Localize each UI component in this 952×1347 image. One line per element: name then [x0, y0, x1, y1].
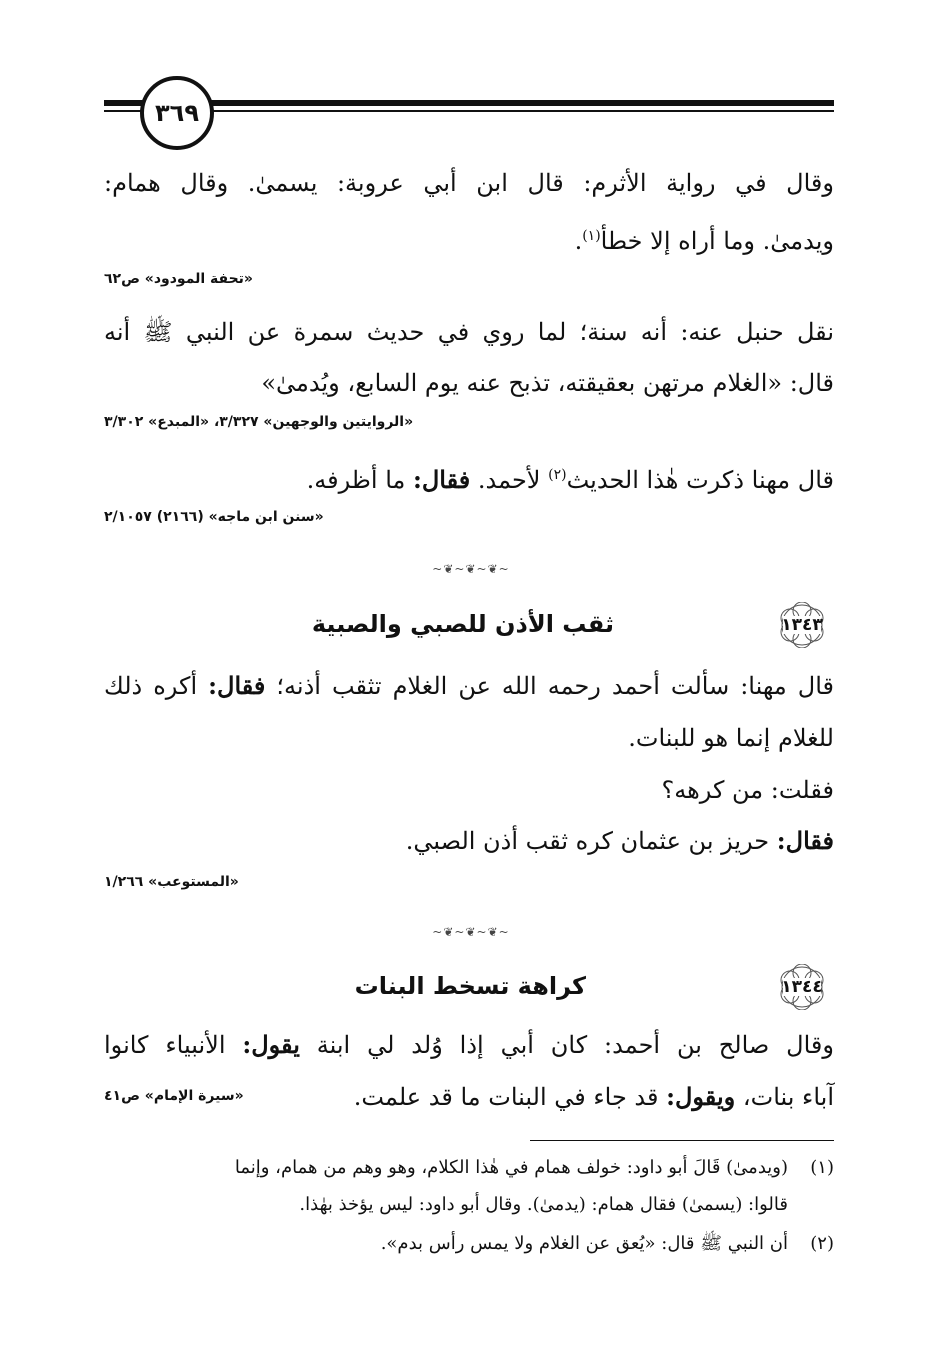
s1343-line-3: فقلت: من كرهه؟ [661, 776, 834, 804]
s1344-l1-bold: يقول: [242, 1030, 300, 1059]
s1343-line-2: للغلام إنما هو للبنات. [628, 724, 834, 752]
footnote-rule [530, 1140, 834, 1141]
footnote-2-line-1 [104, 1230, 834, 1258]
s1343-line-4 [104, 824, 834, 858]
footnote-1-line-1 [104, 1154, 834, 1182]
s1343-l4-bold: فقال: [776, 826, 834, 855]
section-number: ١٣٤٤ [781, 977, 823, 997]
source-citation-4: «المستوعب» ١/٢٦٦ [104, 874, 239, 890]
p1-line-2 [104, 219, 834, 258]
footnote-2-text: أن النبي ﷺ قال: «يُعق عن الغلام ولا يمس رأس بدم». [380, 1233, 788, 1254]
footnote-1-text: (ويدمىٰ) قَالَ أبو داود: خولف همام في هٰذا الكلام، وهو وهم من همام، وإنما [234, 1157, 788, 1178]
section-number-badge-1343 [770, 602, 834, 648]
p2-line-2: قال: «الغلام مرتهن بعقيقته، تذبح عنه يوم السابع، ويُدمىٰ» [261, 369, 834, 397]
footnote-1-number: (١) [810, 1157, 834, 1178]
p3-text-mid: لأحمد. [470, 466, 549, 494]
source-citation-5: «سيرة الإمام» ص٤١ [104, 1088, 244, 1104]
footnote-1-line-2: قالوا: (يسمىٰ) فقال همام: (يدمىٰ). وقال أبو داود: ليس يؤخذ بهٰذا. [299, 1194, 788, 1215]
s1343-line-1 [104, 669, 834, 703]
p3-text-post: ما أظرفه. [306, 466, 413, 494]
section-number-badge-1344 [770, 964, 834, 1010]
s1343-l1-bold: فقال: [208, 671, 266, 700]
page-number-badge [140, 76, 214, 150]
footnote-2-number: (٢) [810, 1233, 834, 1254]
section-title-1344: كراهة تسخط البنات [354, 972, 586, 1000]
ornament-separator-1: ~❦~❦~❦~ [432, 562, 510, 576]
s1343-l1-pre: قال مهنا: سألت أحمد رحمه الله عن الغلام تثقب أذنه؛ [265, 672, 834, 700]
header-rule-thick [104, 100, 834, 106]
p3-bold: فقال: [413, 465, 471, 494]
source-citation-3: «سنن ابن ماجه» (٢١٦٦) ٢/١٠٥٧ [104, 509, 324, 525]
p3-text-pre: قال مهنا ذكرت هٰذا الحديث [566, 466, 834, 494]
p3-line [104, 458, 834, 497]
p1-line-2-end: . [574, 227, 583, 255]
footnote-ref-1[interactable]: (١) [582, 228, 601, 244]
p1-line-2-text: ويدمىٰ. وما أراه إلا خطأ [600, 227, 834, 255]
footnote-ref-2[interactable]: (٢) [548, 467, 567, 483]
s1343-l1-post: أكره ذلك [104, 672, 209, 700]
s1344-l1-pre: وقال صالح بن أحمد: كان أبي إذا وُلد لي ابنة [299, 1031, 834, 1059]
source-citation-1: «تحفة المودود» ص٦٢ [104, 271, 253, 287]
ornament-separator-2: ~❦~❦~❦~ [432, 925, 510, 939]
section-number: ١٣٤٣ [781, 615, 823, 635]
section-title-1343: ثقب الأذن للصبي والصبية [311, 610, 614, 638]
p2-line-1: نقل حنبل عنه: أنه سنة؛ لما روي في حديث سمرة عن النبي ﷺ أنه [104, 318, 834, 346]
page-number: ٣٦٩ [155, 99, 199, 127]
s1344-l2-post: قد جاء في البنات ما قد علمت. [353, 1083, 667, 1111]
p1-line-1: وقال في رواية الأثرم: قال ابن أبي عروبة: يسمىٰ. وقال همام: [104, 169, 834, 197]
s1344-l1-post: الأنبياء كانوا [104, 1031, 243, 1059]
s1344-l2-bold: ويقول: [666, 1082, 736, 1111]
s1344-line-1 [104, 1028, 834, 1062]
source-citation-2: «الروايتين والوجهين» ٣/٣٢٧، «المبدع» ٣/٣٠٢ [104, 414, 414, 430]
s1344-l2-pre: آباء بنات، [735, 1083, 834, 1111]
s1343-l4-post: حريز بن عثمان كره ثقب أذن الصبي. [405, 827, 777, 855]
